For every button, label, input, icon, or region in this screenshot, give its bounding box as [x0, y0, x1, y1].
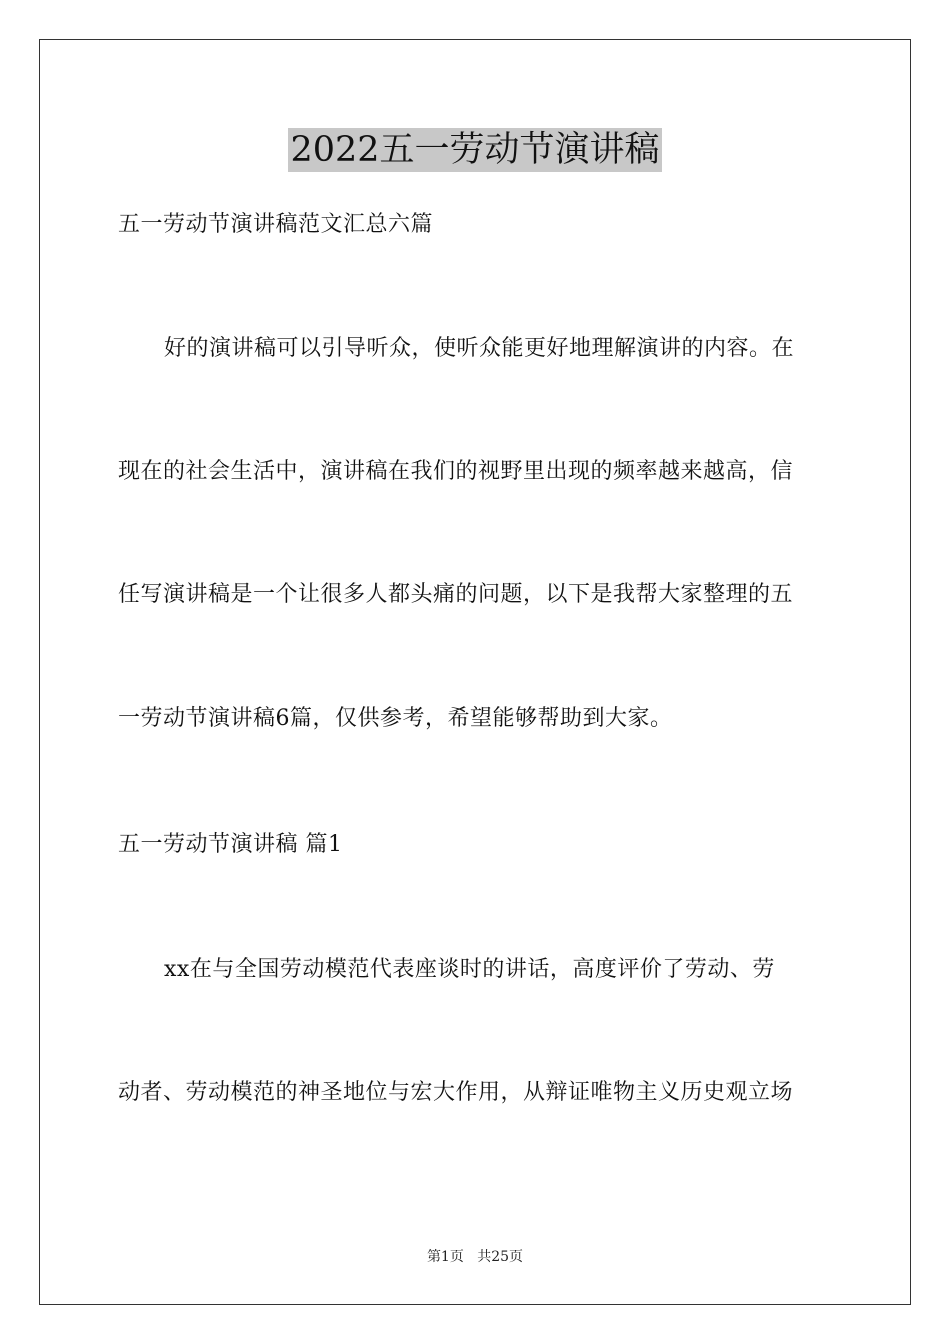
- paragraph-line: 一劳动节演讲稿6篇，仅供参考，希望能够帮助到大家。: [118, 706, 673, 731]
- title-container: [0, 128, 950, 172]
- section-heading: 五一劳动节演讲稿 篇1: [118, 832, 343, 857]
- paragraph-line: 任写演讲稿是一个让很多人都头痛的问题，以下是我帮大家整理的五: [118, 582, 794, 607]
- page-footer: [0, 1248, 950, 1266]
- paragraph-line: 好的演讲稿可以引导听众，使听众能更好地理解演讲的内容。在: [164, 336, 795, 361]
- page-number: 第1页: [426, 1249, 464, 1265]
- page-total: 共25页: [477, 1249, 524, 1265]
- document-title: 2022五一劳动节演讲稿: [290, 130, 660, 170]
- paragraph-line: 现在的社会生活中，演讲稿在我们的视野里出现的频率越来越高，信: [118, 459, 794, 484]
- paragraph-line: xx在与全国劳动模范代表座谈时的讲话，高度评价了劳动、劳: [164, 957, 775, 982]
- paragraph-line: 动者、劳动模范的神圣地位与宏大作用，从辩证唯物主义历史观立场: [118, 1080, 794, 1105]
- subtitle-line: 五一劳动节演讲稿范文汇总六篇: [118, 212, 434, 237]
